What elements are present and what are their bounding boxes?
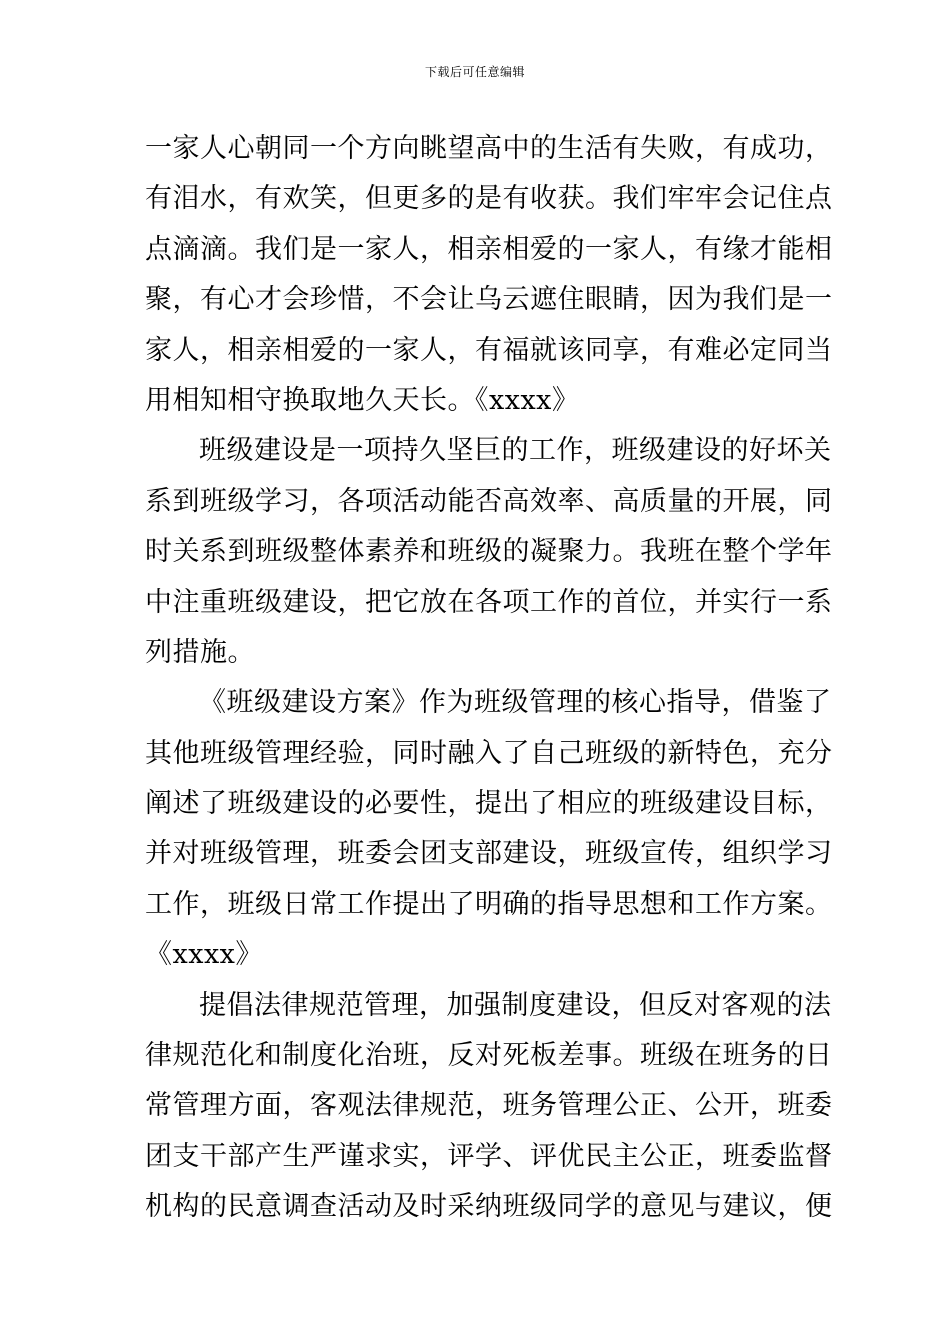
text-line: 团支干部产生严谨求实，评学、评优民主公正，班委监督 (145, 1140, 833, 1172)
text-line: 一家人心朝同一个方向眺望高中的生活有失败，有成功， (145, 133, 833, 164)
text-line: 工作，班级日常工作提出了明确的指导思想和工作方案。 (145, 888, 833, 920)
text-line: 聚，有心才会珍惜，不会让乌云遮住眼睛，因为我们是一 (145, 284, 833, 316)
text-line: 用相知相守换取地久天长。《xxxx》 (145, 384, 580, 416)
text-line: 家人，相亲相爱的一家人，有福就该同享，有难必定同当 (145, 334, 833, 366)
text-line: 时关系到班级整体素养和班级的凝聚力。我班在整个学年 (145, 536, 833, 568)
text-line: 中注重班级建设，把它放在各项工作的首位，并实行一系 (145, 586, 833, 618)
text-line: 《xxxx》 (145, 939, 263, 971)
text-line: 有泪水，有欢笑，但更多的是有收获。我们牢牢会记住点 (145, 183, 833, 215)
text-line: 常管理方面，客观法律规范，班务管理公正、公开，班委 (145, 1090, 833, 1122)
text-line: 机构的民意调查活动及时采纳班级同学的意见与建议，便 (145, 1191, 833, 1223)
paragraph-first-line: 《班级建设方案》作为班级管理的核心指导，借鉴了 (199, 687, 832, 719)
text-line: 列措施。 (145, 636, 255, 668)
text-line: 并对班级管理，班委会团支部建设，班级宣传，组织学习 (145, 838, 833, 870)
page-header-note: 下载后可任意编辑 (424, 65, 525, 79)
text-line: 其他班级管理经验，同时融入了自己班级的新特色，充分 (145, 737, 833, 769)
text-line: 点滴滴。我们是一家人，相亲相爱的一家人，有缘才能相 (145, 233, 833, 265)
text-line: 系到班级学习，各项活动能否高效率、高质量的开展，同 (145, 485, 833, 517)
paragraph-first-line: 提倡法律规范管理，加强制度建设，但反对客观的法 (199, 989, 832, 1021)
text-line: 律规范化和制度化治班，反对死板差事。班级在班务的日 (145, 1040, 833, 1072)
text-line: 阐述了班级建设的必要性，提出了相应的班级建设目标， (145, 788, 833, 820)
document-body (145, 124, 833, 1233)
paragraph-first-line: 班级建设是一项持久坚巨的工作，班级建设的好坏关 (199, 435, 832, 467)
